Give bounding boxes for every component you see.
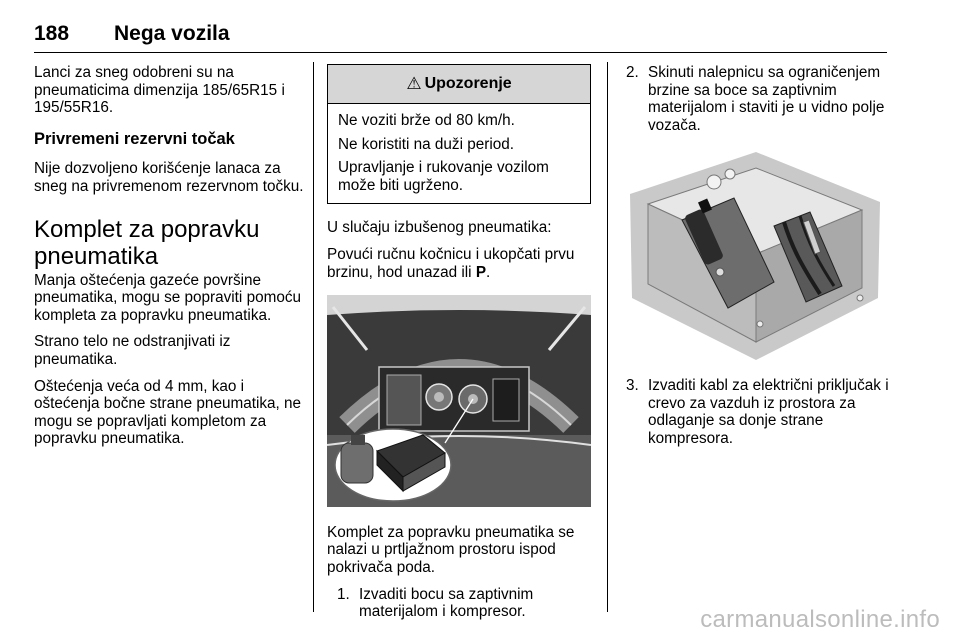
page-title: Nega vozila — [114, 22, 230, 45]
warning-header — [328, 65, 590, 104]
kit-paragraph-1: Manja oštećenja gazeće površine pneumatika, mogu se popraviti pomoću kompleta za popravku pneumatika. — [34, 271, 301, 324]
warning-triangle-icon: ⚠ — [406, 74, 422, 94]
warning-line-handling: Upravljanje i rukovanje vozilom može biti ugrženo. — [338, 159, 549, 194]
kit-location-text: Komplet za popravku pneumatika se nalazi u prtljažnom prostoru ispod pokrivača poda. — [327, 523, 575, 576]
warning-line-speed: Ne voziti brže od 80 km/h. — [338, 112, 515, 129]
column-middle — [327, 64, 593, 621]
temp-spare-text: Nije dozvoljeno korišćenje lanaca za sneg na privremenom rezervnom točku. — [34, 160, 304, 195]
step-2 — [626, 64, 892, 134]
temp-spare-heading: Privremeni rezervni točak — [34, 129, 235, 148]
page-number: 188 — [34, 22, 70, 45]
warning-box — [327, 64, 591, 204]
warning-body — [328, 104, 590, 203]
kit-paragraph-2: Strano telo ne odstranjivati iz pneumatika. — [34, 333, 231, 368]
column-right — [626, 64, 892, 447]
compressor-illustration — [624, 148, 886, 364]
step-3 — [626, 377, 892, 447]
warning-line-duration: Ne koristiti na duži period. — [338, 135, 514, 153]
step-1-number: 1. — [337, 585, 350, 603]
column-divider-2 — [607, 62, 608, 612]
step-1-text: Izvaditi bocu sa zaptivnim materijalom i kompresor. — [359, 585, 534, 621]
watermark: carmanualsonline.info — [700, 606, 940, 633]
column-left — [34, 64, 304, 448]
step-2-text: Skinuti nalepnicu sa ograničenjem brzine sa boce sa zaptivnim materijalom i staviti je u vidno polje vozača. — [648, 64, 885, 134]
step-3-text: Izvaditi kabl za električni priključak i crevo za vazduh iz prostora za odlaganje sa donje strane kompresora. — [648, 376, 889, 447]
step-2-number: 2. — [626, 64, 639, 81]
trunk-kit-illustration — [327, 295, 591, 507]
kit-heading: Komplet za popravku pneumatika — [34, 215, 260, 270]
page-header — [34, 22, 887, 53]
warning-title: Upozorenje — [424, 75, 512, 93]
step-1 — [327, 586, 593, 621]
step-3-number: 3. — [626, 376, 639, 394]
flat-tire-case-text: U slučaju izbušenog pneumatika: — [327, 219, 552, 237]
column-divider-1 — [313, 62, 314, 612]
snow-chain-intro: Lanci za sneg odobreni su na pneumaticima dimenzija 185/65R15 i 195/55R16. — [34, 64, 285, 117]
handbrake-instruction: Povući ručnu kočnicu i ukopčati prvu brzinu, hod unazad ili P. — [327, 245, 575, 281]
kit-paragraph-3: Oštećenja veća od 4 mm, kao i oštećenja bočne strane pneumatika, ne mogu se popravljati kompletom za popravku pneumatika. — [34, 377, 302, 448]
